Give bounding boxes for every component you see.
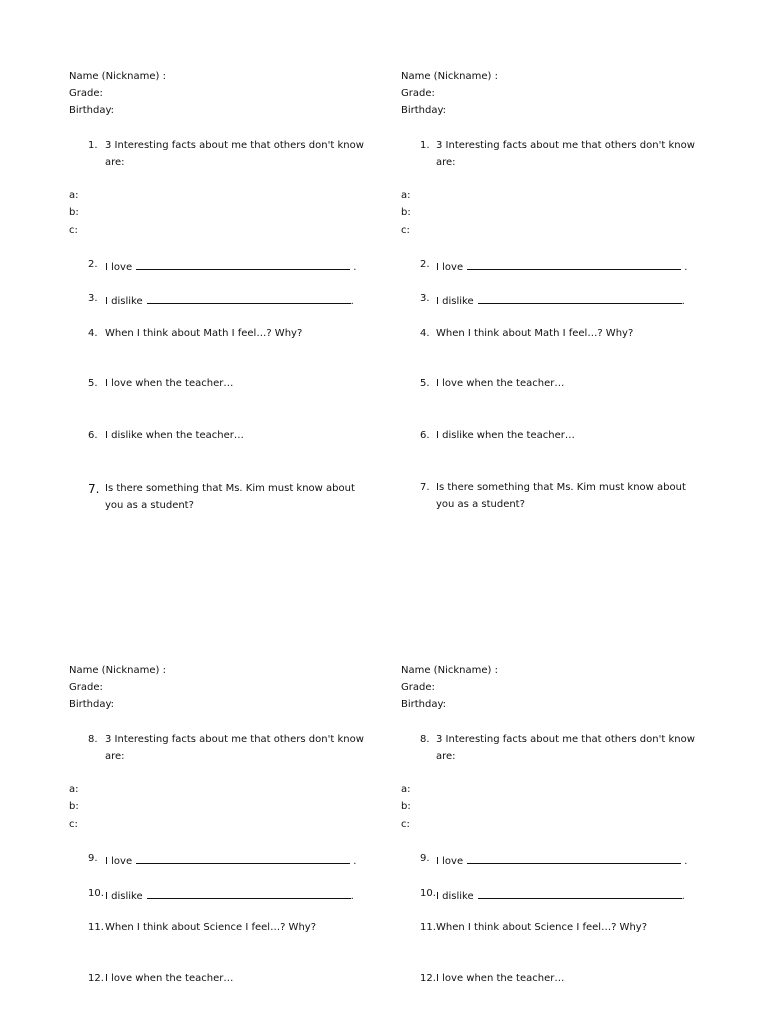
question-6: I dislike when the teacher… — [105, 430, 244, 441]
question-2-end: . — [353, 262, 357, 273]
question-10-text: I dislike — [105, 891, 143, 902]
question-number: 3. — [420, 293, 430, 304]
grade-label: Grade: — [69, 88, 103, 99]
question-10-end: . — [350, 891, 354, 902]
question-10-text: I dislike — [436, 891, 474, 902]
question-2 — [105, 260, 356, 273]
answer-line — [136, 854, 350, 864]
question-number: 12. — [420, 973, 436, 984]
question-number: 5. — [88, 378, 98, 389]
question-number: 4. — [420, 328, 430, 339]
question-12: I love when the teacher… — [105, 973, 234, 984]
fact-a-label: a: — [401, 190, 411, 201]
question-number: 3. — [88, 293, 98, 304]
fact-c-label: c: — [401, 819, 410, 830]
question-10-end: . — [681, 891, 685, 902]
name-label: Name (Nickname) : — [69, 71, 166, 82]
fact-b-label: b: — [69, 801, 79, 812]
fact-c-label: c: — [401, 225, 410, 236]
question-9-end: . — [684, 856, 688, 867]
question-2-text: I love — [105, 262, 133, 273]
question-10 — [436, 889, 685, 902]
answer-line — [467, 260, 681, 270]
question-5: I love when the teacher… — [105, 378, 234, 389]
question-1-line-2: are: — [436, 157, 456, 168]
question-number: 1. — [420, 140, 430, 151]
question-number: 1. — [88, 140, 98, 151]
answer-line — [147, 889, 351, 899]
question-9-text: I love — [436, 856, 464, 867]
fact-a-label: a: — [69, 784, 79, 795]
fact-a-label: a: — [401, 784, 411, 795]
question-number: 7. — [420, 482, 430, 493]
question-number: 6. — [420, 430, 430, 441]
name-label: Name (Nickname) : — [401, 665, 498, 676]
question-3 — [105, 294, 354, 307]
question-1-line-1: 3 Interesting facts about me that others don't know — [105, 140, 364, 151]
question-9-end: . — [353, 856, 357, 867]
birthday-label: Birthday: — [69, 699, 115, 710]
question-number: 9. — [420, 853, 430, 864]
question-number: 2. — [88, 259, 98, 270]
question-number: 10. — [420, 888, 436, 899]
question-11: When I think about Science I feel…? Why? — [436, 922, 648, 933]
question-3-text: I dislike — [436, 296, 474, 307]
question-12: I love when the teacher… — [436, 973, 565, 984]
fact-a-label: a: — [69, 190, 79, 201]
fact-c-label: c: — [69, 225, 78, 236]
name-label: Name (Nickname) : — [69, 665, 166, 676]
question-number: 11. — [420, 922, 436, 933]
question-4: When I think about Math I feel…? Why? — [436, 328, 634, 339]
question-11: When I think about Science I feel…? Why? — [105, 922, 317, 933]
question-4: When I think about Math I feel…? Why? — [105, 328, 303, 339]
birthday-label: Birthday: — [401, 699, 447, 710]
answer-line — [478, 889, 682, 899]
question-7-line-1: Is there something that Ms. Kim must know about — [436, 482, 686, 493]
question-number: 4. — [88, 328, 98, 339]
question-number: 10. — [88, 888, 104, 899]
question-2-end: . — [684, 262, 688, 273]
question-8-line-2: are: — [436, 751, 456, 762]
question-2 — [436, 260, 687, 273]
question-8-line-2: are: — [105, 751, 125, 762]
answer-line — [147, 294, 351, 304]
question-8-line-1: 3 Interesting facts about me that others don't know — [105, 734, 364, 745]
birthday-label: Birthday: — [69, 105, 115, 116]
question-7-line-1: Is there something that Ms. Kim must know about — [105, 483, 355, 494]
question-10 — [105, 889, 354, 902]
question-number: 6. — [88, 430, 98, 441]
question-6: I dislike when the teacher… — [436, 430, 575, 441]
question-8-line-1: 3 Interesting facts about me that others don't know — [436, 734, 695, 745]
answer-line — [478, 294, 682, 304]
birthday-label: Birthday: — [401, 105, 447, 116]
question-number: 7. — [88, 482, 100, 496]
question-number: 2. — [420, 259, 430, 270]
question-1-line-1: 3 Interesting facts about me that others don't know — [436, 140, 695, 151]
question-7-line-2: you as a student? — [436, 499, 525, 510]
fact-b-label: b: — [401, 801, 411, 812]
grade-label: Grade: — [69, 682, 103, 693]
answer-line — [136, 260, 350, 270]
question-number: 11. — [88, 922, 104, 933]
question-9 — [436, 854, 687, 867]
question-5: I love when the teacher… — [436, 378, 565, 389]
name-label: Name (Nickname) : — [401, 71, 498, 82]
question-number: 5. — [420, 378, 430, 389]
question-number: 12. — [88, 973, 104, 984]
fact-c-label: c: — [69, 819, 78, 830]
question-number: 8. — [88, 734, 98, 745]
question-number: 8. — [420, 734, 430, 745]
answer-line — [467, 854, 681, 864]
question-2-text: I love — [436, 262, 464, 273]
question-3-end: . — [681, 296, 685, 307]
question-3-text: I dislike — [105, 296, 143, 307]
question-3-end: . — [350, 296, 354, 307]
question-1-line-2: are: — [105, 157, 125, 168]
grade-label: Grade: — [401, 88, 435, 99]
question-3 — [436, 294, 685, 307]
question-number: 9. — [88, 853, 98, 864]
fact-b-label: b: — [401, 207, 411, 218]
question-9-text: I love — [105, 856, 133, 867]
grade-label: Grade: — [401, 682, 435, 693]
fact-b-label: b: — [69, 207, 79, 218]
question-7-line-2: you as a student? — [105, 500, 194, 511]
question-9 — [105, 854, 356, 867]
